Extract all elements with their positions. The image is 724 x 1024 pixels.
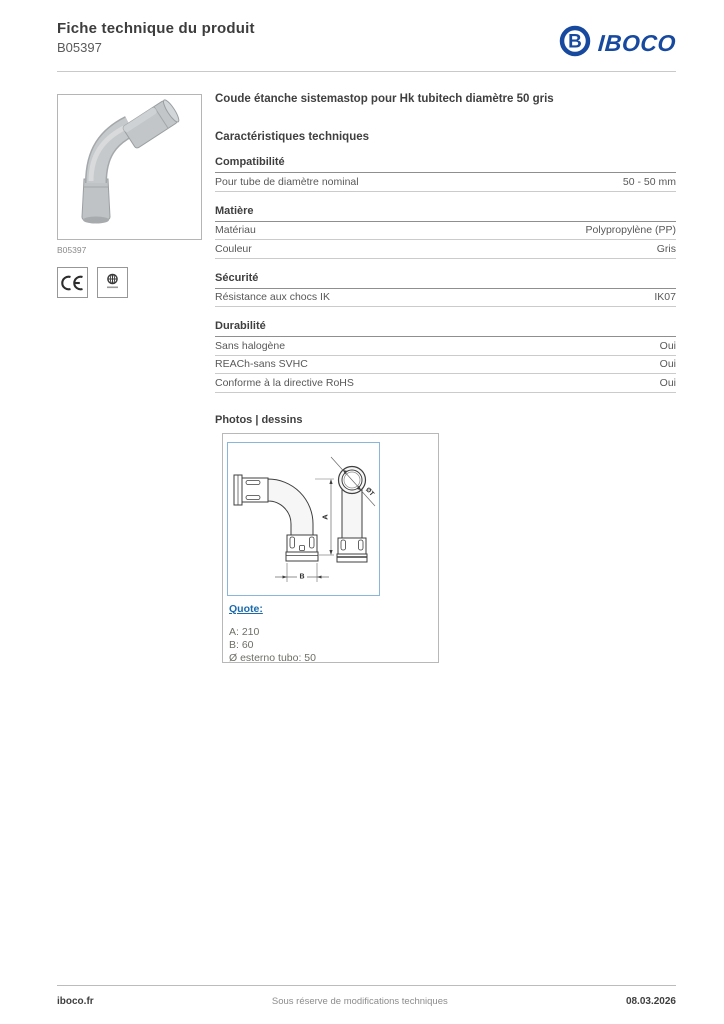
spec-heading: Durabilité (215, 320, 676, 337)
left-column (57, 94, 202, 298)
spec-value: 50 - 50 mm (622, 175, 676, 188)
spec-row (215, 289, 676, 308)
technical-drawing (227, 442, 380, 596)
page-footer (57, 996, 676, 1007)
spec-label: Sans halogène (215, 339, 286, 352)
quote-label: Quote: (229, 602, 263, 615)
dimension-a: A: 210 (229, 625, 260, 638)
product-photo (57, 94, 202, 240)
svg-text:A: A (320, 513, 330, 520)
spec-value: Oui (659, 339, 676, 352)
spec-row (215, 240, 676, 259)
spec-value: Oui (659, 358, 676, 370)
header-divider (57, 71, 676, 72)
spec-value: Polypropylène (PP) (585, 224, 676, 236)
spec-heading: Matière (215, 205, 676, 222)
halogen-free-cert-icon (97, 267, 128, 298)
dimension-b: B: 60 (229, 638, 254, 651)
photo-caption: B05397 (57, 245, 87, 255)
dimension-values (229, 626, 438, 665)
spec-section-durabilite (215, 320, 676, 393)
spec-label: Couleur (215, 242, 252, 255)
spec-row (215, 374, 676, 393)
iboco-logo (558, 24, 676, 63)
certification-row (57, 267, 202, 298)
spec-row (215, 173, 676, 192)
svg-text:B: B (568, 31, 582, 53)
ce-mark-icon (57, 267, 88, 298)
spec-value: Oui (659, 376, 676, 389)
characteristics-title: Caractéristiques techniques (215, 131, 370, 143)
spec-section-securite (215, 272, 676, 308)
spec-row (215, 356, 676, 375)
spec-heading: Sécurité (215, 272, 676, 289)
spec-label: Matériau (215, 224, 256, 236)
spec-section-compatibilite (215, 156, 676, 192)
elbow-drawing-image (228, 443, 379, 595)
product-code: B05397 (57, 40, 102, 55)
elbow-photo-image (58, 95, 201, 239)
iboco-logo-text: IBOCO (597, 30, 677, 56)
page-header (57, 20, 676, 55)
svg-text:B: B (299, 573, 305, 580)
dimension-diameter: Ø esterno tubo: 50 (229, 651, 316, 664)
footer-website-link[interactable]: iboco.fr (57, 996, 94, 1007)
technical-drawing-box (222, 433, 439, 663)
spec-section-matiere (215, 205, 676, 259)
spec-label: REACh-sans SVHC (215, 358, 308, 370)
spec-label: Pour tube de diamètre nominal (215, 175, 359, 188)
spec-label: Résistance aux chocs IK (215, 291, 330, 303)
photos-heading: Photos | dessins (215, 413, 303, 426)
spec-value: Gris (656, 242, 676, 255)
footer-date: 08.03.2026 (625, 996, 676, 1007)
spec-row (215, 337, 676, 356)
svg-text:ØT: ØT (363, 485, 376, 498)
spec-label: Conforme à la directive RoHS (215, 376, 354, 389)
iboco-logo-mark-icon (558, 24, 592, 63)
footer-divider (57, 985, 676, 986)
page-title: Fiche technique du produit (57, 20, 255, 37)
footer-disclaimer: Sous réserve de modifications techniques (271, 996, 448, 1007)
spec-row (215, 222, 676, 241)
right-column (215, 92, 676, 663)
spec-value: IK07 (654, 291, 676, 303)
product-title: Coude étanche sistemastop pour Hk tubitech diamètre 50 gris (215, 93, 554, 105)
spec-heading: Compatibilité (215, 156, 676, 173)
